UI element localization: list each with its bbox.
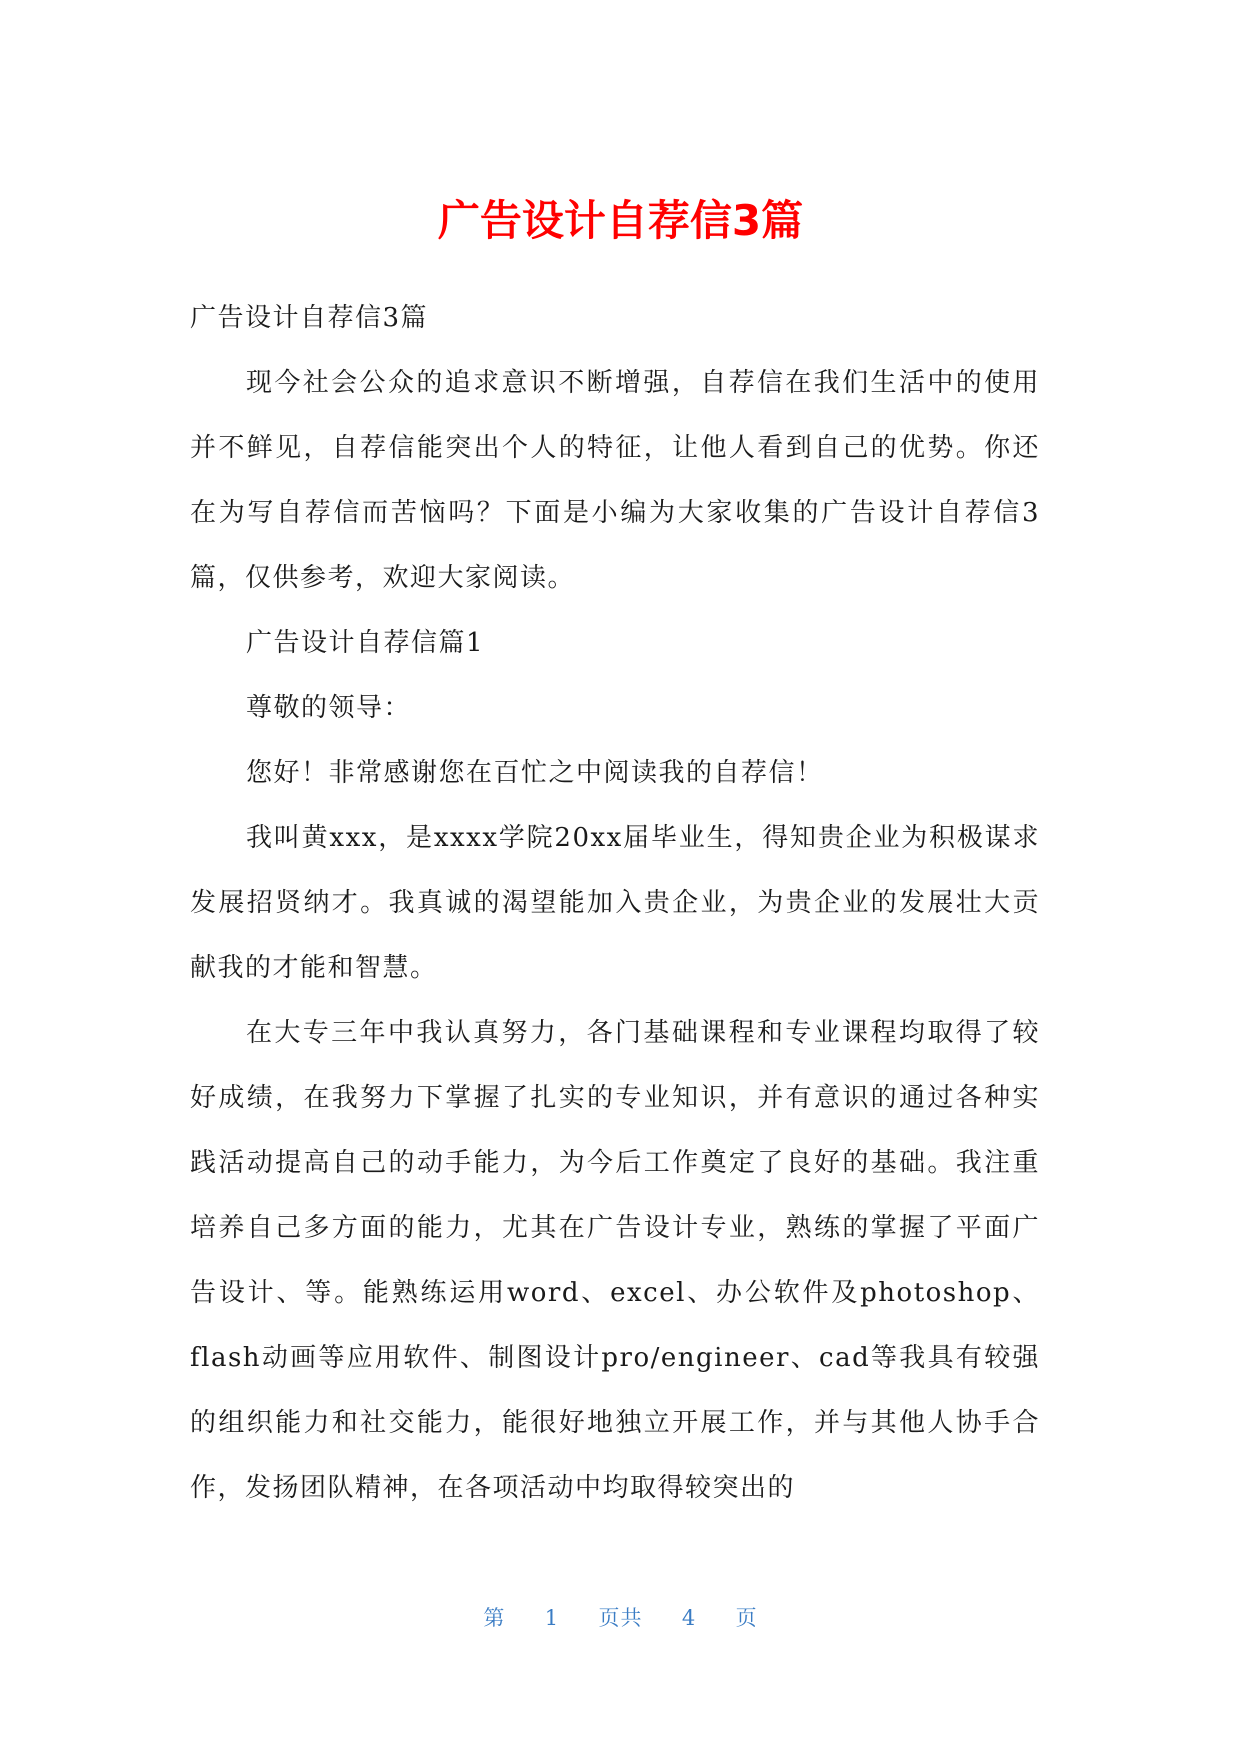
section-heading: 广告设计自荐信篇1 [246,628,485,658]
footer-page-number: 1 [544,1606,560,1630]
intro-paragraph: 现今社会公众的追求意识不断增强，自荐信在我们生活中的使用并不鲜见，自荐信能突出个人的特征，让他人看到自己的优势。你还在为写自荐信而苦恼吗？下面是小编为大家收集的广告设计自荐信3篇，仅供参考，欢迎大家阅读。 [190,368,1040,593]
self-introduction-paragraph: 我叫黄xxx，是xxxx学院20xx届毕业生，得知贵企业为积极谋求发展招贤纳才。我真诚的渴望能加入贵企业，为贵企业的发展壮大贡献我的才能和智慧。 [190,823,1040,983]
subtitle-line: 广告设计自荐信3篇 [190,303,429,333]
greeting-paragraph: 您好！非常感谢您在百忙之中阅读我的自荐信！ [246,758,824,788]
footer-prefix: 第 [483,1606,506,1630]
page-footer [0,1602,1241,1632]
document-body [190,286,1040,1521]
salutation: 尊敬的领导： [246,693,412,723]
footer-middle: 页共 [598,1606,643,1630]
footer-suffix: 页 [735,1606,758,1630]
experience-paragraph: 在大专三年中我认真努力，各门基础课程和专业课程均取得了较好成绩，在我努力下掌握了扎实的专业知识，并有意识的通过各种实践活动提高自己的动手能力，为今后工作奠定了良好的基础。我注重培养自己多方面的能力，尤其在广告设计专业，熟练的掌握了平面广告设计、等。能熟练运用word、excel、办公软件及photoshop、flash动画等应用软件、制图设计pro/engineer、cad等我具有较强的组织能力和社交能力，能很好地独立开展工作，并与其他人协手合作，发扬团队精神，在各项活动中均取得较突出的 [190,1018,1040,1503]
document-title: 广告设计自荐信3篇 [437,196,804,245]
footer-total-pages: 4 [681,1606,697,1630]
